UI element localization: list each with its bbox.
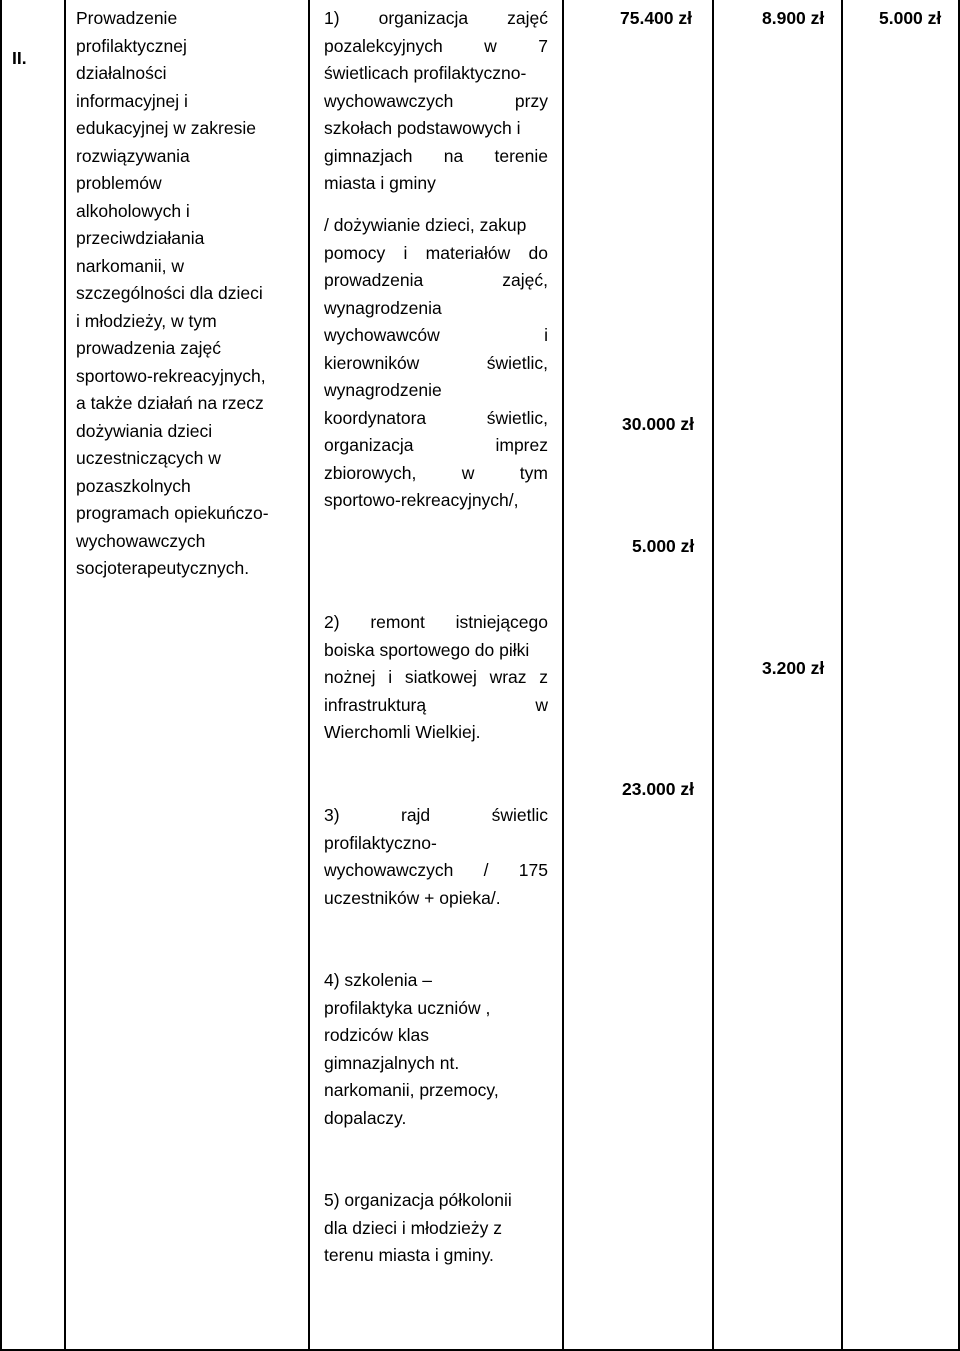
task-description [76,5,296,583]
amount-item-1-detail: 30.000 zł [622,414,694,434]
amount-item-1-total: 75.400 zł [620,8,692,28]
item-4-line: profilaktyka uczniów , [324,997,491,1018]
item-1-detail-line: kierowników świetlic, [324,352,548,373]
task-description-line: sportowo-rekreacyjnych, [76,365,266,386]
task-description-line: alkoholowych i [76,200,190,221]
task-description-line: profilaktycznej [76,35,187,56]
row-number: II. [12,48,27,68]
table-divider-5 [841,0,843,1351]
item-1-detail-line: koordynatora świetlic, [324,407,548,428]
item-1-line: pozalekcyjnych w 7 [324,35,548,56]
item-4-line: rodziców klas [324,1025,430,1045]
item-1-line: 1) organizacja zajęć [324,8,548,28]
item-2-line: boiska sportowego do piłki [324,639,530,660]
task-description-line: uczestniczących w [76,448,221,468]
item-4-line: dopalaczy. [324,1107,407,1128]
table-divider-3 [562,0,564,1351]
task-description-line: a także działań na rzecz [76,393,264,413]
item-1-detail-line: prowadzenia zajęć, [324,270,548,290]
item-5-line: terenu miasta i gminy. [324,1245,494,1265]
amount-item-2: 3.200 zł [762,658,825,678]
item-5-line: dla dzieci i młodzieży z [324,1217,502,1238]
item-3-line: uczestników + opieka/. [324,887,501,908]
item-3-line: 3) rajd świetlic [324,805,548,825]
item-5-line: 5) organizacja półkolonii [324,1190,512,1210]
task-description-line: szczególności dla dzieci [76,283,263,303]
item-1-detail-line: wynagrodzenia [324,297,442,318]
item-3-line: wychowawczych / 175 [324,860,548,880]
item-5-description [324,1187,548,1270]
amount-item-3: 23.000 zł [622,779,694,799]
task-description-line: dożywiania dzieci [76,420,213,441]
task-description-line: pozaszkolnych [76,475,191,496]
item-2-line: nożnej i siatkowej wraz z [324,667,548,687]
item-2-line: 2) remont istniejącego [324,612,548,632]
table-divider-4 [712,0,714,1351]
item-1-detail-line: organizacja imprez [324,435,548,455]
item-1-detail-line: wynagrodzenie [324,380,442,400]
item-3-description [324,802,548,912]
item-1-description [324,5,548,198]
task-description-line: i młodzieży, w tym [76,310,217,331]
amount-col-b-top: 8.900 zł [762,8,825,28]
table-divider-2 [308,0,310,1351]
item-4-line: narkomanii, przemocy, [324,1080,499,1100]
item-2-line: Wierchomli Wielkiej. [324,722,481,742]
amount-item-1-extra: 5.000 zł [632,536,695,556]
item-4-description [324,967,548,1132]
item-1-line: gimnazjach na terenie [324,145,548,166]
table-border-left [0,0,2,1351]
item-3-line: profilaktyczno- [324,832,437,853]
task-description-line: problemów [76,173,162,193]
task-description-line: rozwiązywania [76,145,190,166]
amount-col-c-top: 5.000 zł [879,8,942,28]
item-4-line: 4) szkolenia – [324,970,432,990]
task-description-line: socjoterapeutycznych. [76,558,250,578]
item-1-line: świetlicach profilaktyczno- [324,63,527,83]
item-4-line: gimnazjalnych nt. [324,1052,460,1073]
task-description-line: edukacyjnej w zakresie [76,118,256,138]
task-description-line: działalności [76,63,167,83]
task-description-line: Prowadzenie [76,8,178,28]
task-description-line: programach opiekuńczo- [76,503,269,523]
task-description-line: wychowawczych [76,530,206,551]
item-1-details [324,212,548,515]
item-1-line: wychowawczych przy [324,90,548,111]
item-1-line: miasta i gminy [324,173,436,193]
task-description-line: prowadzenia zajęć [76,338,221,358]
task-description-line: narkomanii, w [76,255,184,276]
item-2-line: infrastrukturą w [324,694,548,715]
item-1-detail-line: pomocy i materiałów do [324,242,548,263]
item-1-line: szkołach podstawowych i [324,118,521,138]
item-1-detail-line: sportowo-rekreacyjnych/, [324,490,519,510]
item-1-detail-line: zbiorowych, w tym [324,462,548,483]
table-divider-1 [64,0,66,1351]
task-description-line: przeciwdziałania [76,228,205,248]
task-description-line: informacyjnej i [76,90,188,111]
item-2-description [324,609,548,747]
item-1-detail-line: / dożywianie dzieci, zakup [324,215,527,235]
item-1-detail-line: wychowawców i [324,325,548,345]
